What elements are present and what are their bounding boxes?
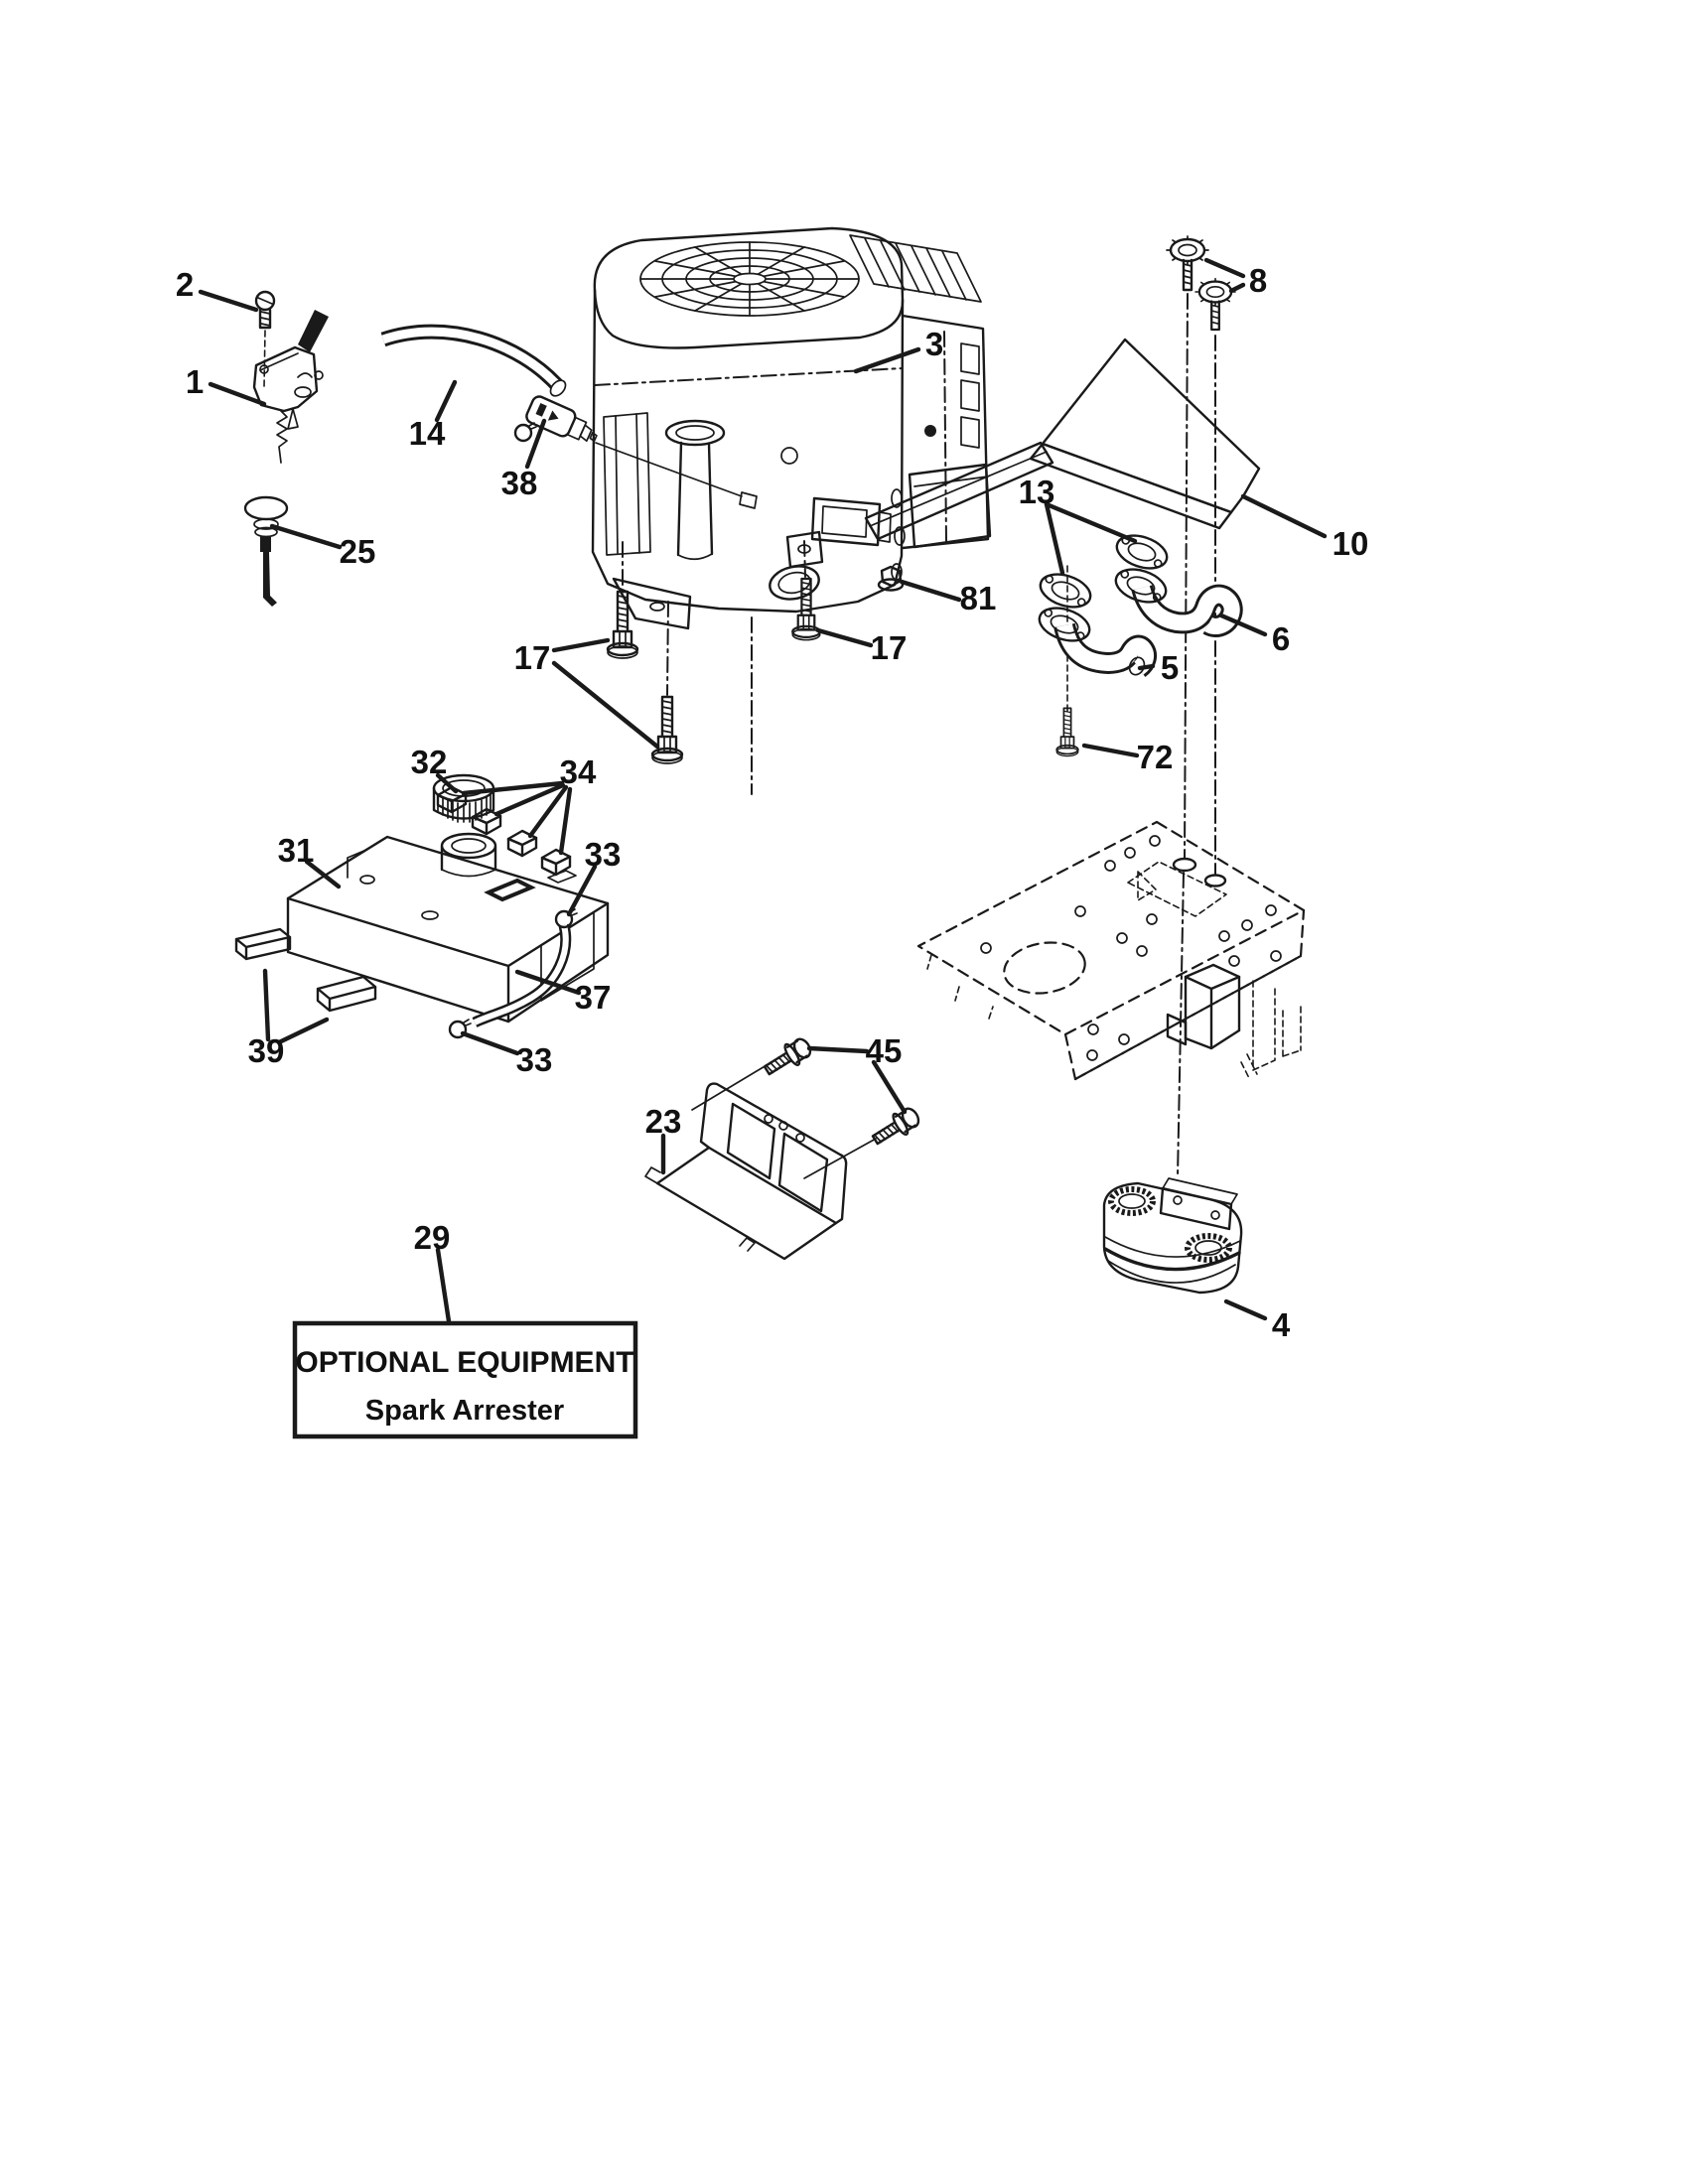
leader-line-13 <box>1047 504 1135 541</box>
callout-31: 31 <box>277 832 315 869</box>
callout-10: 10 <box>1332 525 1369 562</box>
callout-25: 25 <box>339 533 376 570</box>
tank-pads <box>236 929 375 1011</box>
callout-3: 3 <box>924 326 944 362</box>
leader-line-17 <box>554 640 608 650</box>
leader-line-72 <box>1084 746 1137 755</box>
optional-box-subtitle: Spark Arrester <box>364 1395 565 1427</box>
callout-4: 4 <box>1271 1306 1291 1343</box>
leader-line-2 <box>201 292 256 310</box>
leader-line-33 <box>463 1033 517 1053</box>
callout-17: 17 <box>513 639 551 676</box>
leader-line-39 <box>279 1020 327 1042</box>
leader-line-5 <box>1140 666 1153 668</box>
leader-line-81 <box>902 582 959 600</box>
callout-13: 13 <box>1018 474 1055 510</box>
callout-32: 32 <box>410 744 448 780</box>
callout-8: 8 <box>1248 262 1268 299</box>
dipstick <box>245 497 287 607</box>
engine-assembly <box>593 228 990 628</box>
callout-33: 33 <box>515 1041 553 1078</box>
fuel-hose <box>383 332 568 399</box>
optional-box-title: OPTIONAL EQUIPMENT <box>295 1346 634 1379</box>
throttle-control-assembly <box>254 292 329 463</box>
callout-2: 2 <box>175 266 195 303</box>
muffler-bracket <box>645 1062 876 1259</box>
callout-29: 29 <box>413 1219 451 1256</box>
callout-81: 81 <box>959 580 997 616</box>
leader-line-8 <box>1206 260 1243 276</box>
leader-line-25 <box>272 526 340 547</box>
callout-14: 14 <box>408 415 446 452</box>
callout-17: 17 <box>870 629 908 666</box>
exhaust-gaskets-pipes <box>1036 530 1232 756</box>
optional-equipment-box <box>295 1323 635 1436</box>
leader-line-45 <box>809 1048 867 1051</box>
callout-45: 45 <box>865 1032 903 1069</box>
callout-23: 23 <box>644 1103 682 1140</box>
callout-72: 72 <box>1136 739 1174 775</box>
exhaust-bolt-72 <box>1056 708 1078 755</box>
callout-38: 38 <box>500 465 538 501</box>
leader-line-29 <box>438 1250 449 1321</box>
leader-line-17 <box>818 630 871 645</box>
leader-line-34 <box>530 787 566 836</box>
callout-6: 6 <box>1271 620 1291 657</box>
leader-line-13 <box>1047 504 1062 573</box>
callout-5: 5 <box>1160 649 1180 686</box>
leader-line-8 <box>1231 285 1243 291</box>
leader-line-45 <box>874 1062 905 1112</box>
leader-line-4 <box>1226 1301 1265 1318</box>
filter-clamp <box>515 423 536 441</box>
callout-39: 39 <box>247 1032 285 1069</box>
engine-mounting-bolts <box>608 541 820 794</box>
leader-line-39 <box>265 971 268 1039</box>
callout-37: 37 <box>574 979 612 1016</box>
callout-34: 34 <box>559 753 597 790</box>
shield-screws <box>1167 236 1235 874</box>
chassis-plate <box>918 822 1304 1177</box>
muffler <box>1104 1178 1241 1293</box>
leader-line-34 <box>561 789 570 853</box>
callout-layer <box>176 260 1369 1343</box>
leader-line-3 <box>856 349 918 371</box>
leader-line-10 <box>1243 496 1325 536</box>
callout-33: 33 <box>584 836 622 873</box>
leader-line-17 <box>554 663 657 747</box>
callout-1: 1 <box>185 363 205 400</box>
fuel-filter <box>515 394 742 496</box>
